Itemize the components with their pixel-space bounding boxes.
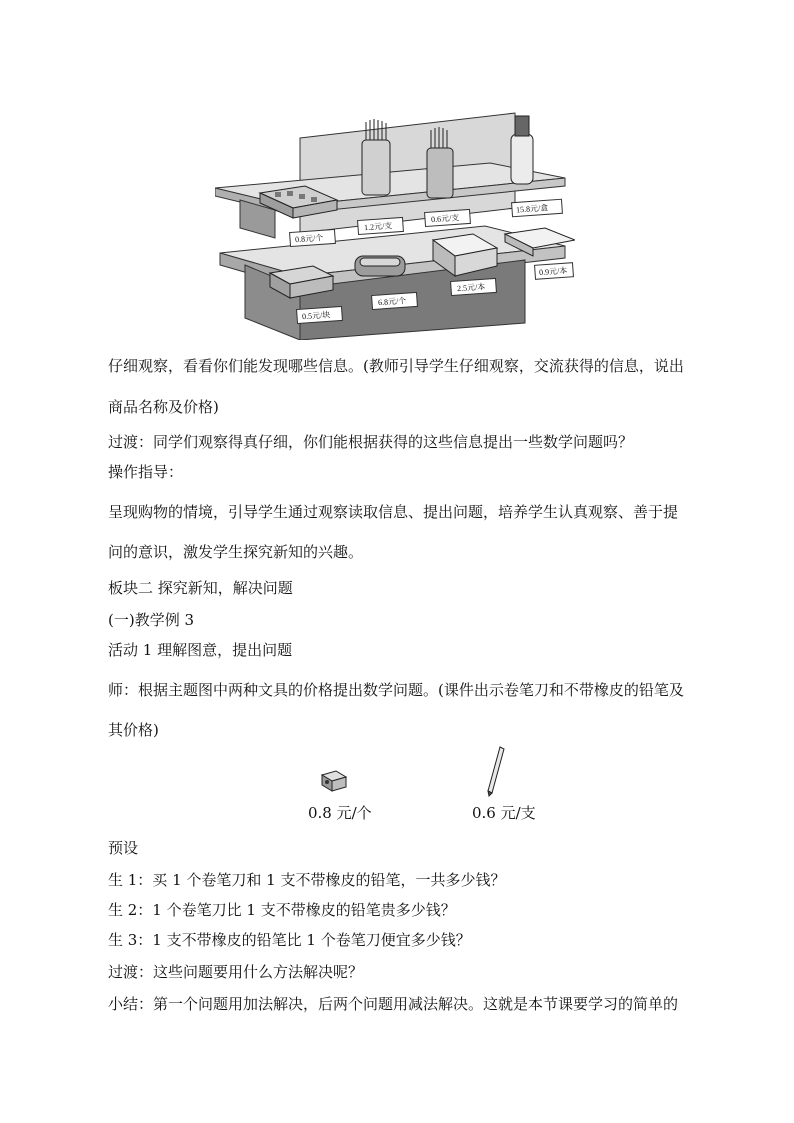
sharpener-price: 0.8 元/个: [308, 804, 372, 822]
activity-heading: 活动 1 理解图意，提出问题: [108, 641, 293, 659]
student-answer-1: 生 1：买 1 个卷笔刀和 1 支不带橡皮的铅笔，一共多少钱？: [108, 871, 506, 889]
student-answer-3: 生 3：1 支不带橡皮的铅笔比 1 个卷笔刀便宜多少钱？: [108, 931, 471, 949]
paragraph-guide-line1: 呈现购物的情境，引导学生通过观察读取信息、提出问题，培养学生认真观察、善于提: [108, 503, 679, 521]
paragraph-guide-heading: 操作指导：: [108, 463, 184, 481]
shelf-illustration: [215, 108, 575, 340]
price-tag-label: 0.5元/块: [301, 310, 331, 322]
price-tag-label: 0.6元/支: [430, 213, 460, 225]
subsection-heading: (一)教学例 3: [108, 611, 195, 629]
price-tag-label: 1.2元/支: [363, 221, 393, 233]
student-answer-2: 生 2：1 个卷笔刀比 1 支不带橡皮的铅笔贵多少钱？: [108, 901, 456, 919]
sharpener-icon: [318, 765, 350, 793]
paragraph-guide-line2: 问的意识，激发学生探究新知的兴趣。: [108, 543, 364, 561]
price-tag-label: 2.5元/本: [456, 282, 486, 294]
section-heading: 板块二 探究新知，解决问题: [108, 579, 293, 597]
price-tag-label: 0.8元/个: [294, 233, 324, 245]
paragraph-teacher-line2: 其价格): [108, 721, 159, 739]
paragraph-observe-line2: 商品名称及价格): [108, 398, 219, 416]
paragraph-transition-2: 过渡：这些问题要用什么方法解决呢？: [108, 963, 364, 981]
paragraph-preset: 预设: [108, 839, 139, 857]
paragraph-summary: 小结：第一个问题用加法解决，后两个问题用减法解决。这就是本节课要学习的简单的: [108, 995, 679, 1013]
paragraph-transition: 过渡：同学们观察得真仔细，你们能根据获得的这些信息提出一些数学问题吗？: [108, 433, 634, 451]
price-tag-label: 15.8元/盒: [515, 203, 549, 215]
pencil-price: 0.6 元/支: [472, 804, 536, 822]
pencil-icon: [485, 745, 507, 797]
paragraph-teacher-line1: 师：根据主题图中两种文具的价格提出数学问题。(课件出示卷笔刀和不带橡皮的铅笔及: [108, 681, 684, 699]
items-figure: [290, 745, 570, 825]
price-tag-label: 0.9元/本: [538, 266, 568, 278]
paragraph-observe-line1: 仔细观察，看看你们能发现哪些信息。(教师引导学生仔细观察，交流获得的信息，说出: [108, 357, 684, 375]
price-tag-label: 6.8元/个: [377, 296, 407, 308]
